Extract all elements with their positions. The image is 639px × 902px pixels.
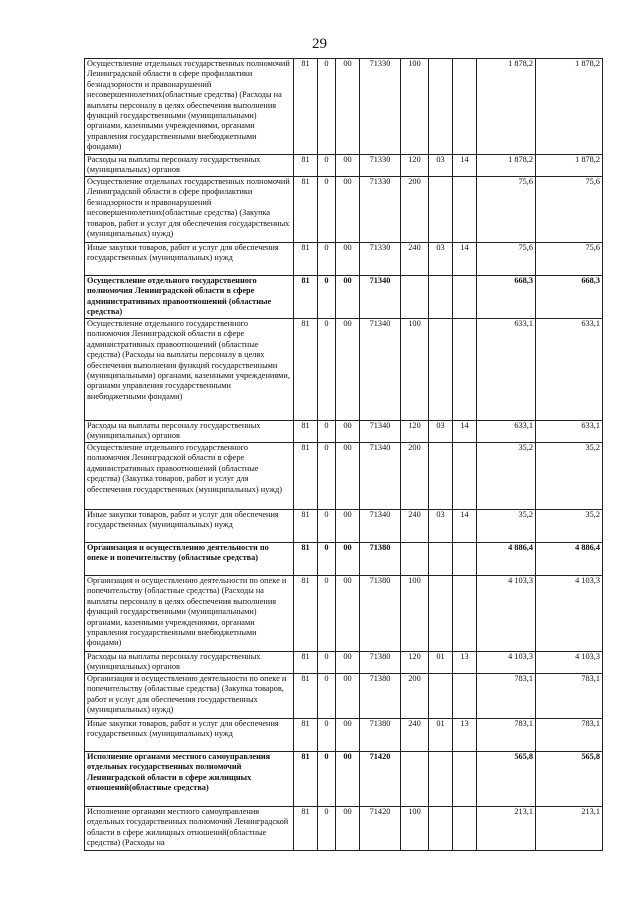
item-name-cell: Иные закупки товаров, работ и услуг для обеспечения государственных (муниципальных) нужд	[85, 719, 294, 752]
subsection-cell: 14	[453, 243, 477, 276]
subsection-cell	[453, 807, 477, 851]
amount-total-cell: 633,1	[536, 319, 603, 421]
code-cell-3: 00	[336, 59, 360, 155]
code-cell-2: 0	[318, 319, 336, 421]
expense-type-cell: 240	[401, 719, 429, 752]
table-row	[85, 576, 603, 652]
subsection-cell: 13	[453, 719, 477, 752]
table-row	[85, 421, 603, 443]
item-name-cell: Иные закупки товаров, работ и услуг для обеспечения государственных (муниципальных) нужд	[85, 510, 294, 543]
code-cell-2: 0	[318, 652, 336, 674]
expense-type-cell: 200	[401, 674, 429, 719]
section-cell	[429, 276, 453, 319]
section-cell	[429, 59, 453, 155]
code-cell-3: 00	[336, 752, 360, 807]
amount-total-cell: 75,6	[536, 177, 603, 243]
code-cell-2: 0	[318, 510, 336, 543]
amount-total-cell: 75,6	[536, 243, 603, 276]
code-cell-3: 00	[336, 807, 360, 851]
code-cell-1: 81	[294, 576, 318, 652]
subsection-cell	[453, 674, 477, 719]
item-name-cell: Расходы на выплаты персоналу государственных (муниципальных) органов	[85, 652, 294, 674]
code-cell-2: 0	[318, 59, 336, 155]
amount-cell: 35,2	[477, 510, 536, 543]
code-cell-3: 00	[336, 243, 360, 276]
table-row	[85, 243, 603, 276]
amount-total-cell: 35,2	[536, 510, 603, 543]
code-cell-1: 81	[294, 752, 318, 807]
section-cell	[429, 674, 453, 719]
amount-total-cell: 4 103,3	[536, 576, 603, 652]
amount-cell: 633,1	[477, 319, 536, 421]
code-cell-3: 00	[336, 652, 360, 674]
code-cell-3: 00	[336, 674, 360, 719]
section-cell: 03	[429, 243, 453, 276]
item-name-cell: Осуществление отдельных государственных полномочий Ленинградской области в сфере профилактики безнадзорности и правонарушений несовершеннолетних(областные средства) (Расходы на выплаты персоналу в целях обеспечения выполнения функций государственными (муниципальными) органами, казенными учреждениями, органами управления государственными внебюджетными фондами)	[85, 59, 294, 155]
amount-total-cell: 213,1	[536, 807, 603, 851]
code-cell-1: 81	[294, 155, 318, 177]
table-row	[85, 59, 603, 155]
subsection-cell	[453, 443, 477, 510]
code-cell-3: 00	[336, 543, 360, 576]
code-cell-1: 81	[294, 443, 318, 510]
target-article-cell: 71330	[360, 59, 401, 155]
item-name-cell: Расходы на выплаты персоналу государственных (муниципальных) органов	[85, 421, 294, 443]
page-number: 29	[312, 36, 327, 52]
table-row	[85, 177, 603, 243]
target-article-cell: 71340	[360, 510, 401, 543]
table-row	[85, 807, 603, 851]
item-name-cell: Осуществление отдельного государственного полномочия Ленинградской области в сфере административных правоотношений (областные средства)	[85, 276, 294, 319]
expense-type-cell: 200	[401, 443, 429, 510]
amount-cell: 633,1	[477, 421, 536, 443]
amount-total-cell: 783,1	[536, 674, 603, 719]
amount-total-cell: 633,1	[536, 421, 603, 443]
code-cell-1: 81	[294, 243, 318, 276]
amount-total-cell: 4 103,3	[536, 652, 603, 674]
target-article-cell: 71330	[360, 243, 401, 276]
amount-cell: 4 103,3	[477, 652, 536, 674]
table-row	[85, 543, 603, 576]
code-cell-2: 0	[318, 576, 336, 652]
target-article-cell: 71420	[360, 752, 401, 807]
code-cell-1: 81	[294, 652, 318, 674]
budget-table	[84, 58, 603, 851]
code-cell-3: 00	[336, 319, 360, 421]
expense-type-cell: 200	[401, 177, 429, 243]
amount-cell: 213,1	[477, 807, 536, 851]
item-name-cell: Иные закупки товаров, работ и услуг для обеспечения государственных (муниципальных) нужд	[85, 243, 294, 276]
target-article-cell: 71380	[360, 674, 401, 719]
amount-total-cell: 668,3	[536, 276, 603, 319]
expense-type-cell: 240	[401, 510, 429, 543]
code-cell-2: 0	[318, 674, 336, 719]
code-cell-1: 81	[294, 177, 318, 243]
expense-type-cell: 100	[401, 576, 429, 652]
expense-type-cell: 120	[401, 652, 429, 674]
section-cell	[429, 177, 453, 243]
code-cell-2: 0	[318, 421, 336, 443]
amount-cell: 4 886,4	[477, 543, 536, 576]
amount-total-cell: 4 886,4	[536, 543, 603, 576]
expense-type-cell	[401, 752, 429, 807]
target-article-cell: 71380	[360, 719, 401, 752]
target-article-cell: 71420	[360, 807, 401, 851]
table-row	[85, 155, 603, 177]
code-cell-1: 81	[294, 807, 318, 851]
expense-type-cell: 100	[401, 59, 429, 155]
subsection-cell	[453, 543, 477, 576]
amount-cell: 4 103,3	[477, 576, 536, 652]
code-cell-3: 00	[336, 276, 360, 319]
amount-cell: 783,1	[477, 674, 536, 719]
code-cell-3: 00	[336, 443, 360, 510]
expense-type-cell: 100	[401, 319, 429, 421]
code-cell-3: 00	[336, 576, 360, 652]
subsection-cell: 14	[453, 155, 477, 177]
amount-total-cell: 1 878,2	[536, 59, 603, 155]
section-cell	[429, 543, 453, 576]
table-row	[85, 752, 603, 807]
table-row	[85, 674, 603, 719]
item-name-cell: Осуществление отдельного государственного полномочия Ленинградской области в сфере административных правоотношений (областные средства) (Расходы на выплаты персоналу в целях обеспечения выполнения функций государственными (муниципальными) органами, казенными учреждениями, органами управления государственными внебюджетными фондами)	[85, 319, 294, 421]
code-cell-2: 0	[318, 155, 336, 177]
code-cell-2: 0	[318, 276, 336, 319]
item-name-cell: Организация и осуществлению деятельности по опеке и попечительству (областные средства) (Расходы на выплаты персоналу в целях обеспечения выполнения функций государственными (муниципальными) органами, казенными учреждениями, органами управления государственными внебюджетными фондами)	[85, 576, 294, 652]
amount-cell: 75,6	[477, 177, 536, 243]
subsection-cell: 14	[453, 510, 477, 543]
section-cell	[429, 807, 453, 851]
section-cell	[429, 576, 453, 652]
target-article-cell: 71380	[360, 652, 401, 674]
code-cell-3: 00	[336, 177, 360, 243]
section-cell	[429, 319, 453, 421]
table-row	[85, 719, 603, 752]
item-name-cell: Организация и осуществлению деятельности по опеке и попечительству (областные средства) (Закупка товаров, работ и услуг для обеспечения государственных (муниципальных) нужд)	[85, 674, 294, 719]
item-name-cell: Исполнение органами местного самоуправления отдельных государственных полномочий Ленинградской области в сфере жилищных отношений(областные средства) (Расходы на	[85, 807, 294, 851]
code-cell-2: 0	[318, 177, 336, 243]
section-cell: 01	[429, 652, 453, 674]
section-cell	[429, 752, 453, 807]
target-article-cell: 71340	[360, 443, 401, 510]
section-cell: 01	[429, 719, 453, 752]
amount-cell: 1 878,2	[477, 59, 536, 155]
amount-total-cell: 35,2	[536, 443, 603, 510]
expense-type-cell	[401, 543, 429, 576]
section-cell	[429, 443, 453, 510]
subsection-cell	[453, 177, 477, 243]
code-cell-2: 0	[318, 719, 336, 752]
code-cell-1: 81	[294, 421, 318, 443]
code-cell-2: 0	[318, 243, 336, 276]
item-name-cell: Исполнение органами местного самоуправления отдельных государственных полномочий Ленинградской области в сфере жилищных отношений(областные средства)	[85, 752, 294, 807]
table-row	[85, 510, 603, 543]
code-cell-3: 00	[336, 155, 360, 177]
code-cell-2: 0	[318, 443, 336, 510]
expense-type-cell: 240	[401, 243, 429, 276]
target-article-cell: 71340	[360, 319, 401, 421]
amount-cell: 668,3	[477, 276, 536, 319]
expense-type-cell: 120	[401, 421, 429, 443]
expense-type-cell: 100	[401, 807, 429, 851]
section-cell: 03	[429, 155, 453, 177]
amount-cell: 1 878,2	[477, 155, 536, 177]
amount-cell: 783,1	[477, 719, 536, 752]
subsection-cell: 13	[453, 652, 477, 674]
subsection-cell	[453, 319, 477, 421]
expense-type-cell: 120	[401, 155, 429, 177]
target-article-cell: 71330	[360, 177, 401, 243]
section-cell: 03	[429, 510, 453, 543]
subsection-cell	[453, 59, 477, 155]
amount-cell: 75,6	[477, 243, 536, 276]
code-cell-1: 81	[294, 510, 318, 543]
section-cell: 03	[429, 421, 453, 443]
subsection-cell: 14	[453, 421, 477, 443]
code-cell-1: 81	[294, 59, 318, 155]
expense-type-cell	[401, 276, 429, 319]
code-cell-1: 81	[294, 719, 318, 752]
code-cell-1: 81	[294, 276, 318, 319]
amount-total-cell: 565,8	[536, 752, 603, 807]
table-row	[85, 276, 603, 319]
item-name-cell: Осуществление отдельного государственного полномочия Ленинградской области в сфере административных правоотношений (областные средства) (Закупка товаров, работ и услуг для обеспечения государственных (муниципальных) нужд)	[85, 443, 294, 510]
target-article-cell: 71340	[360, 276, 401, 319]
table-row	[85, 443, 603, 510]
code-cell-2: 0	[318, 752, 336, 807]
item-name-cell: Организация и осуществлению деятельности по опеке и попечительству (областные средства)	[85, 543, 294, 576]
subsection-cell	[453, 276, 477, 319]
subsection-cell	[453, 576, 477, 652]
target-article-cell: 71340	[360, 421, 401, 443]
target-article-cell: 71330	[360, 155, 401, 177]
item-name-cell: Осуществление отдельных государственных полномочий Ленинградской области в сфере профилактики безнадзорности и правонарушений несовершеннолетних(областные средства) (Закупка товаров, работ и услуг для обеспечения государственных (муниципальных) нужд)	[85, 177, 294, 243]
target-article-cell: 71380	[360, 576, 401, 652]
code-cell-1: 81	[294, 543, 318, 576]
subsection-cell	[453, 752, 477, 807]
item-name-cell: Расходы на выплаты персоналу государственных (муниципальных) органов	[85, 155, 294, 177]
amount-cell: 565,8	[477, 752, 536, 807]
table-row	[85, 319, 603, 421]
code-cell-3: 00	[336, 421, 360, 443]
table-row	[85, 652, 603, 674]
code-cell-3: 00	[336, 510, 360, 543]
code-cell-3: 00	[336, 719, 360, 752]
code-cell-1: 81	[294, 674, 318, 719]
code-cell-2: 0	[318, 543, 336, 576]
code-cell-1: 81	[294, 319, 318, 421]
target-article-cell: 71380	[360, 543, 401, 576]
code-cell-2: 0	[318, 807, 336, 851]
amount-total-cell: 783,1	[536, 719, 603, 752]
amount-total-cell: 1 878,2	[536, 155, 603, 177]
amount-cell: 35,2	[477, 443, 536, 510]
